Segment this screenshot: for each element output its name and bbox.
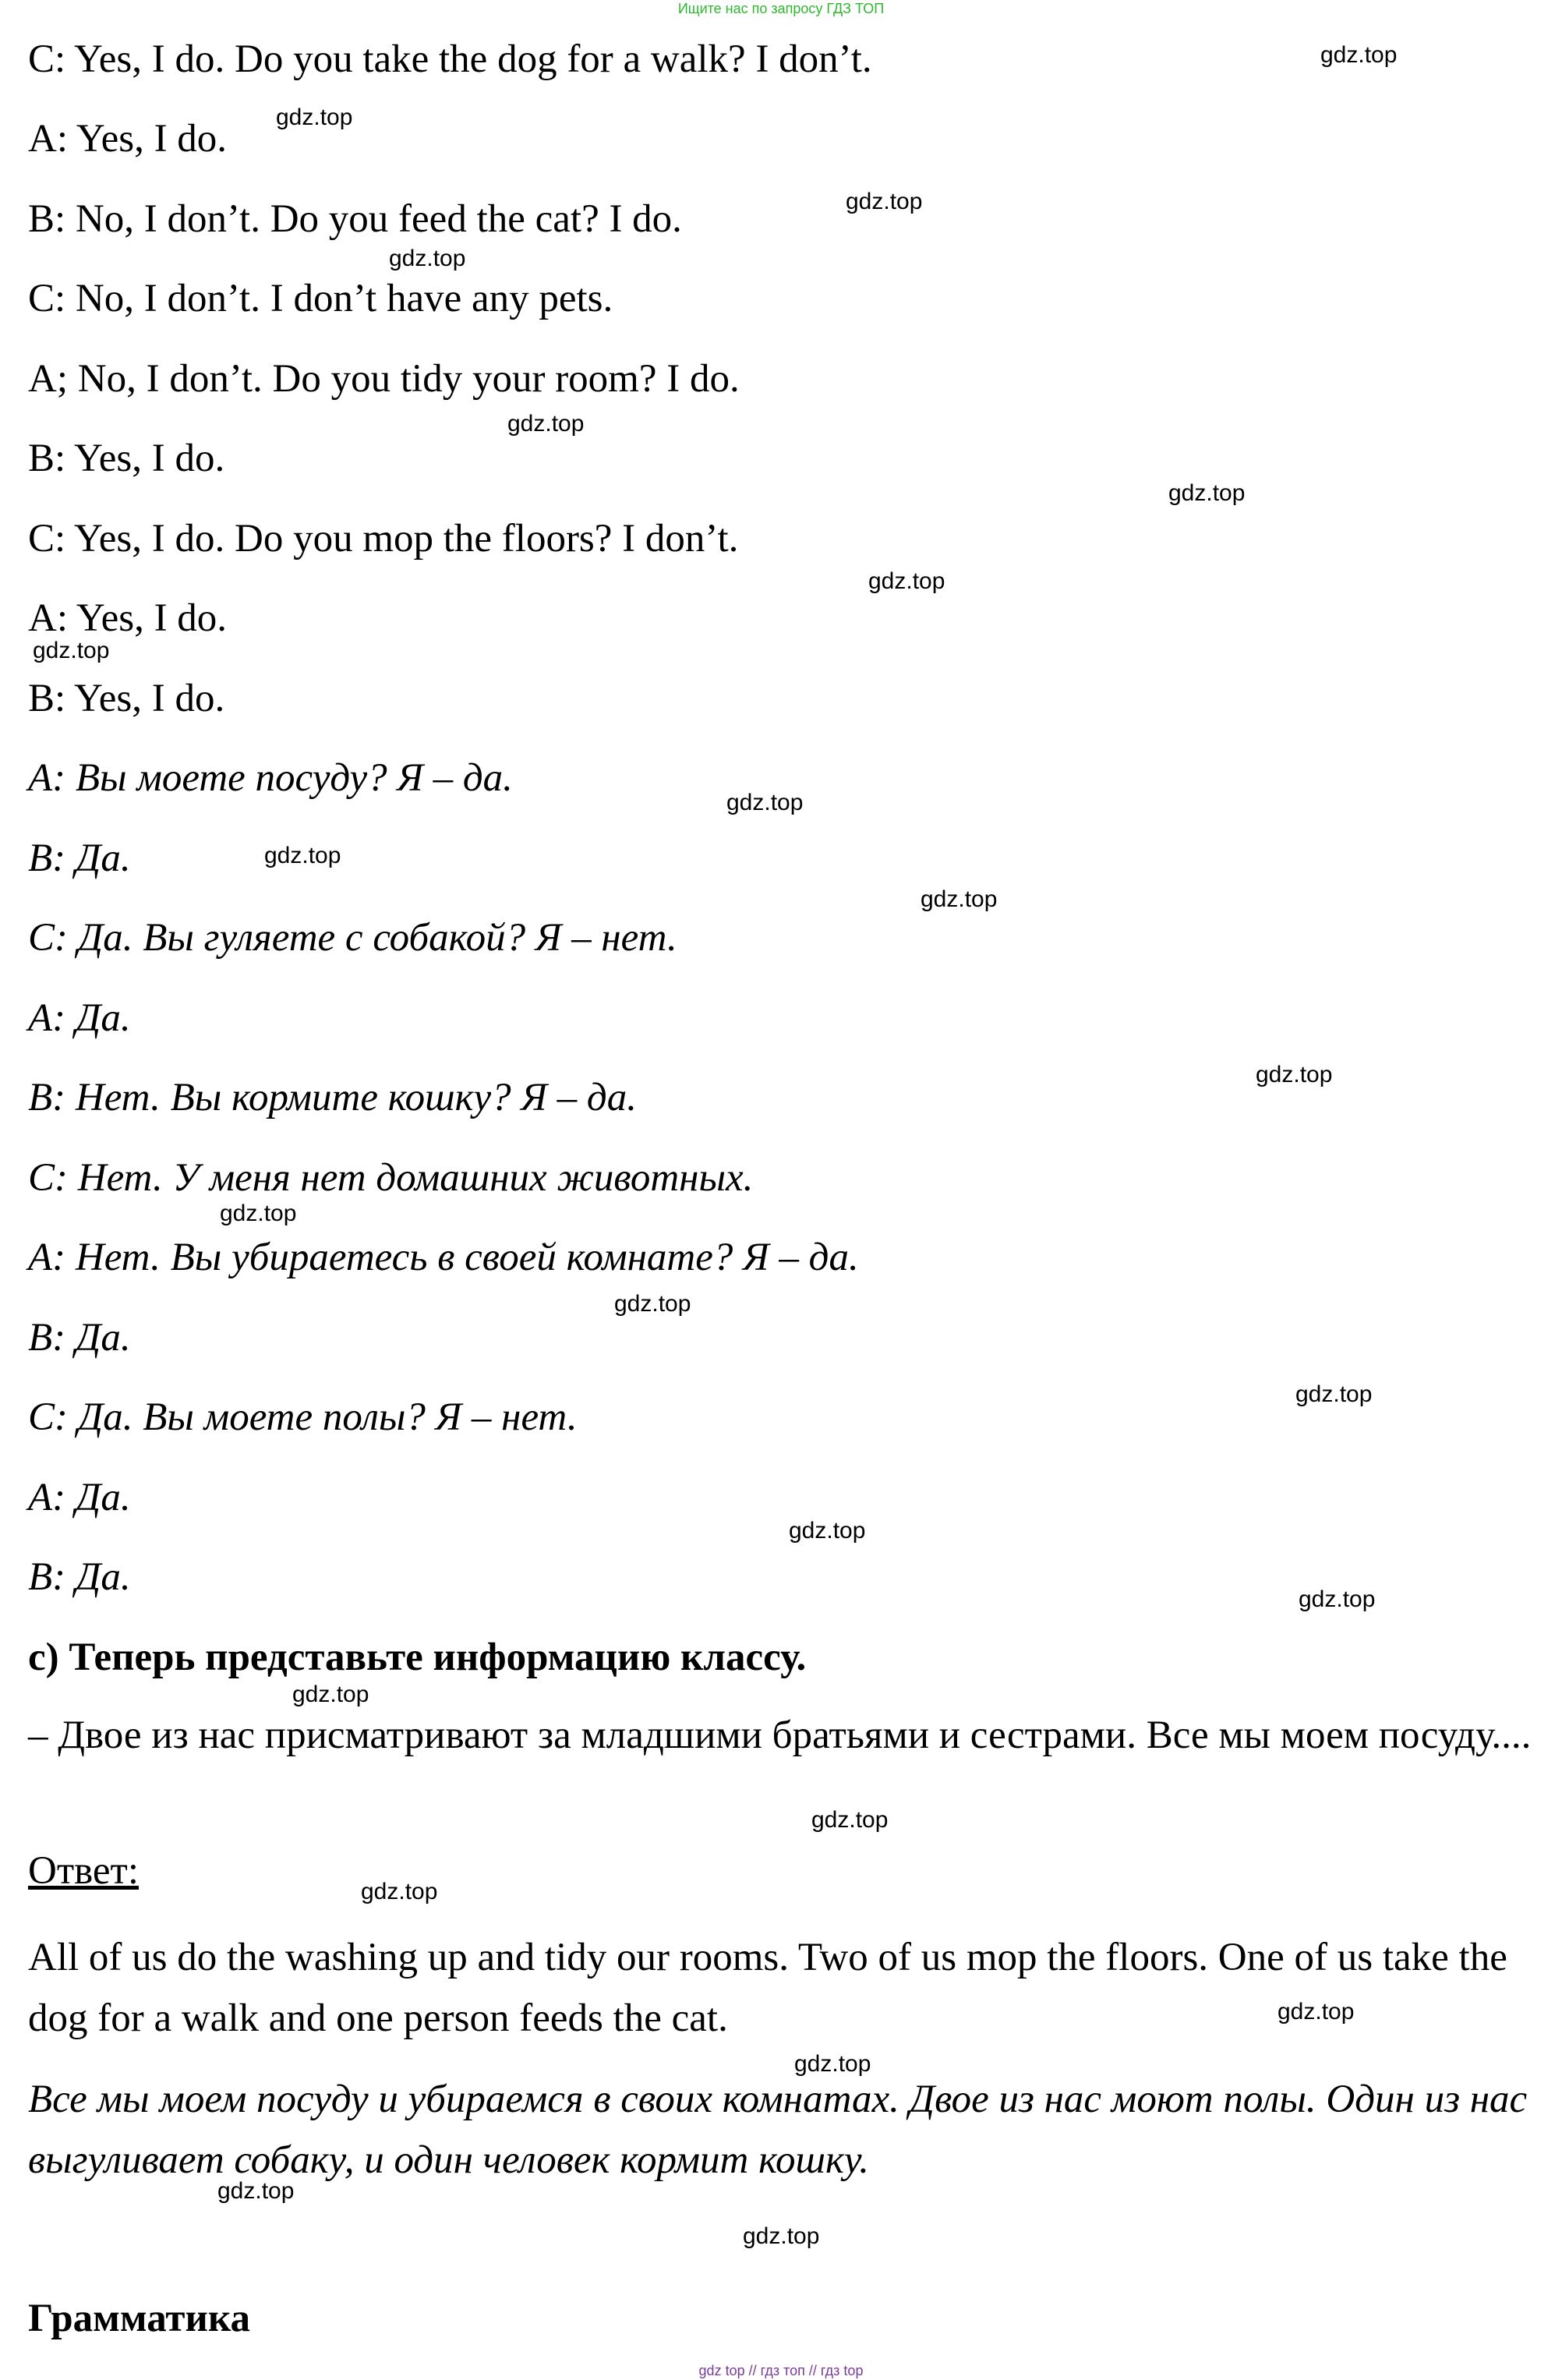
dialogue-ru-line: B: Да. — [28, 1316, 131, 1360]
dialogue-en-line: A; No, I don’t. Do you tidy your room? I do. — [28, 357, 740, 401]
watermark: gdz.top — [1278, 1999, 1355, 2025]
dialogue-en-line: A: Yes, I do. — [28, 596, 228, 640]
watermark: gdz.top — [726, 790, 804, 815]
watermark: gdz.top — [868, 568, 945, 594]
answer-label: Ответ: — [28, 1849, 139, 1893]
dialogue-en-line: A: Yes, I do. — [28, 117, 228, 161]
watermark: gdz.top — [811, 1807, 889, 1833]
task-prompt: – Двое из нас присматривают за младшими братьями и сестрами. Все мы моем посуду.... — [28, 1713, 1532, 1757]
watermark: gdz.top — [33, 638, 110, 663]
watermark: gdz.top — [1168, 480, 1246, 506]
dialogue-ru-line: A: Вы моете посуду? Я – да. — [28, 756, 513, 800]
watermark: gdz.top — [292, 1682, 369, 1707]
section-heading: Грамматика — [28, 2297, 250, 2340]
watermark: gdz.top — [921, 886, 998, 912]
watermark: gdz.top — [1256, 1062, 1333, 1087]
dialogue-en-line: C: Yes, I do. Do you mop the floors? I don’t. — [28, 517, 739, 561]
dialogue-ru-line: C: Нет. У меня нет домашних животных. — [28, 1156, 754, 1200]
answer-russian: Все мы моем посуду и убираемся в своих комнатах. Двое из нас моют полы. Один из нас выгуливает собаку, и один человек кормит кошку. — [28, 2078, 1528, 2182]
dialogue-ru-line: A: Да. — [28, 996, 131, 1040]
dialogue-ru-line: B: Да. — [28, 1555, 131, 1599]
dialogue-ru-line: C: Да. Вы моете полы? Я – нет. — [28, 1395, 578, 1439]
watermark: gdz.top — [264, 843, 341, 868]
dialogue-ru-line: B: Да. — [28, 836, 131, 880]
dialogue-ru-line: A: Да. — [28, 1476, 131, 1519]
watermark: gdz.top — [220, 1201, 297, 1226]
watermark: gdz.top — [361, 1879, 438, 1904]
watermark: gdz.top — [1320, 42, 1398, 68]
watermark: gdz.top — [1295, 1381, 1373, 1407]
watermark: gdz.top — [507, 411, 585, 437]
dialogue-ru-line: B: Нет. Вы кормите кошку? Я – да. — [28, 1076, 637, 1119]
dialogue-ru-line: C: Да. Вы гуляете с собакой? Я – нет. — [28, 916, 677, 960]
watermark: gdz.top — [743, 2223, 820, 2249]
top-banner: Ищите нас по запросу ГДЗ ТОП — [677, 1, 885, 16]
task-heading: c) Теперь представьте информацию классу. — [28, 1636, 807, 1679]
watermark: gdz.top — [217, 2178, 295, 2204]
watermark: gdz.top — [389, 246, 466, 271]
dialogue-en-line: B: Yes, I do. — [28, 437, 225, 480]
watermark: gdz.top — [276, 104, 353, 130]
watermark: gdz.top — [789, 1518, 866, 1544]
dialogue-en-line: B: Yes, I do. — [28, 677, 225, 720]
watermark: gdz.top — [794, 2051, 871, 2077]
watermark: gdz.top — [846, 189, 923, 214]
watermark: gdz.top — [614, 1291, 691, 1317]
answer-english: All of us do the washing up and tidy our rooms. Two of us mop the floors. One of us take the dog for a walk and one person feeds the cat. — [28, 1936, 1507, 2040]
footer-watermark: gdz top // гдз топ // гдз top — [698, 2363, 864, 2378]
dialogue-en-line: C: No, I don’t. I don’t have any pets. — [28, 277, 613, 320]
dialogue-ru-line: A: Нет. Вы убираетесь в своей комнате? Я – да. — [28, 1236, 859, 1279]
dialogue-en-line: C: Yes, I do. Do you take the dog for a walk? I don’t. — [28, 37, 872, 81]
watermark: gdz.top — [1299, 1586, 1376, 1612]
dialogue-en-line: B: No, I don’t. Do you feed the cat? I do. — [28, 197, 682, 241]
